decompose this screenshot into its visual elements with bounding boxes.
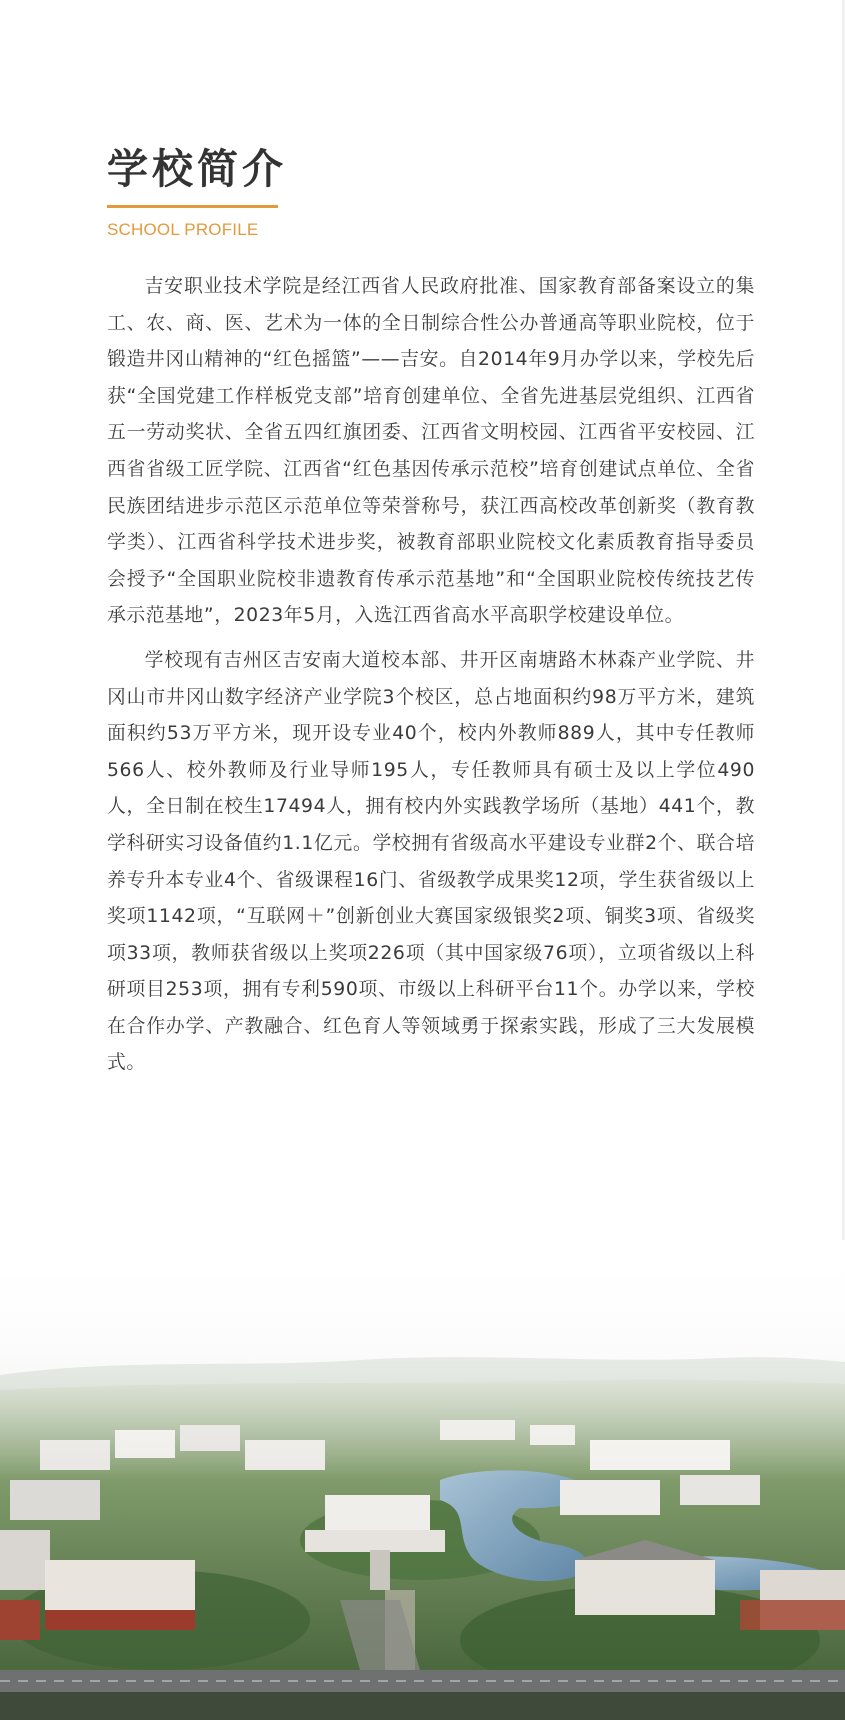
paragraph-1: 吉安职业技术学院是经江西省人民政府批准、国家教育部备案设立的集工、农、商、医、艺术为一体的全日制综合性公办普通高等职业院校，位于锻造井冈山精神的“红色摇篮”——吉安。自2014年9月办学以来，学校先后获“全国党建工作样板党支部”培育创建单位、全省先进基层党组织、江西省五一劳动奖状、全省五四红旗团委、江西省文明校园、江西省平安校园、江西省省级工匠学院、江西省“红色基因传承示范校”培育创建试点单位、全省民族团结进步示范区示范单位等荣誉称号，获江西高校改革创新奖（教育教学类）、江西省科学技术进步奖，被教育部职业院校文化素质教育指导委员会授予“全国职业院校非遗教育传承示范基地”和“全国职业院校传统技艺传承示范基地”，2023年5月，入选江西省高水平高职学校建设单位。 <box>107 276 755 627</box>
section-header <box>107 144 287 240</box>
profile-text <box>107 269 755 1090</box>
campus-aerial-photo <box>0 1240 845 1720</box>
title-underline <box>107 205 278 208</box>
paragraph-2: 学校现有吉州区吉安南大道校本部、井开区南塘路木林森产业学院、井冈山市井冈山数字经济产业学院3个校区，总占地面积约98万平方米，建筑面积约53万平方米，现开设专业40个，校内外教师889人，其中专任教师566人、校外教师及行业导师195人，专任教师具有硕士及以上学位490人，全日制在校生17494人，拥有校内外实践教学场所（基地）441个，教学科研实习设备值约1.1亿元。学校拥有省级高水平建设专业群2个、联合培养专升本专业4个、省级课程16门、省级教学成果奖12项，学生获省级以上奖项1142项，“互联网＋”创新创业大赛国家级银奖2项、铜奖3项、省级奖项33项，教师获省级以上奖项226项（其中国家级76项），立项省级以上科研项目253项，拥有专利590项、市级以上科研平台11个。办学以来，学校在合作办学、产教融合、红色育人等领域勇于探索实践，形成了三大发展模式。 <box>107 649 755 1074</box>
page-title: 学校简介 <box>107 145 287 193</box>
page-subtitle: SCHOOL PROFILE <box>107 220 259 239</box>
